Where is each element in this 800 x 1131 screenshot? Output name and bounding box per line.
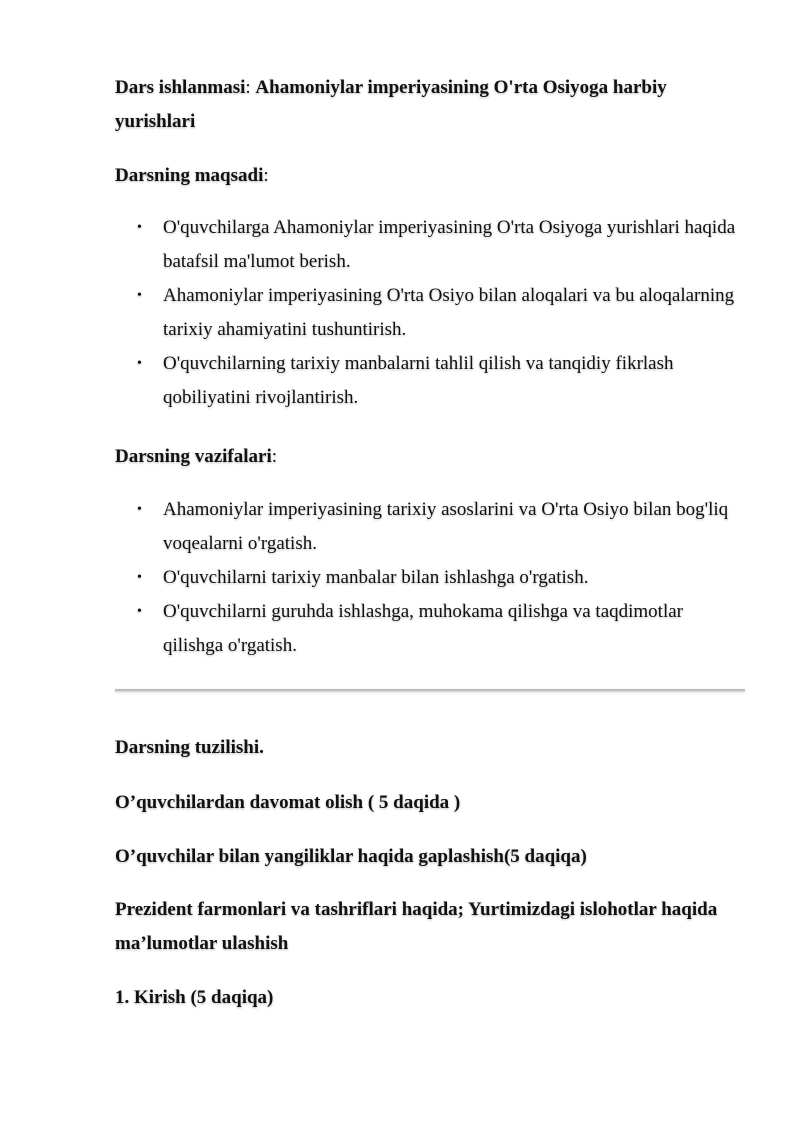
horizontal-divider xyxy=(115,689,745,691)
goals-item-text: O'quvchilarga Ahamoniylar imperiyasining O'rta Osiyoga yurishlari haqida batafsil ma'lumot berish. xyxy=(163,217,736,272)
attendance-line: O’quvchilardan davomat olish ( 5 daqida ) xyxy=(115,792,461,813)
bullet-icon: • xyxy=(137,502,142,517)
structure-heading: Darsning tuzilishi. xyxy=(115,737,264,758)
bullet-icon: • xyxy=(137,604,142,619)
goals-list-item xyxy=(115,211,745,279)
tasks-list-item xyxy=(115,561,745,595)
lesson-title-separator: : xyxy=(245,77,256,98)
tasks-item-text: O'quvchilarni guruhda ishlashga, muhokama qilishga va taqdimotlar qilishga o'rgatish. xyxy=(163,601,684,656)
tasks-list-item xyxy=(115,595,745,663)
bullet-icon: • xyxy=(137,356,142,371)
goals-list-item xyxy=(115,347,745,415)
goals-heading-text: Darsning maqsadi xyxy=(115,165,264,186)
goals-heading-colon: : xyxy=(263,165,269,186)
tasks-heading xyxy=(115,440,745,474)
goals-list-item xyxy=(115,279,745,347)
bullet-icon: • xyxy=(137,288,142,303)
bullet-icon: • xyxy=(137,220,142,235)
president-line: Prezident farmonlari va tashriflari haqida; Yurtimizdagi islohotlar haqida ma’lumotlar ulashish xyxy=(115,899,718,954)
lesson-title xyxy=(115,71,745,139)
goals-heading xyxy=(115,159,745,193)
bullet-icon: • xyxy=(137,570,142,585)
tasks-list xyxy=(115,493,745,663)
tasks-list-item xyxy=(115,493,745,561)
tasks-heading-text: Darsning vazifalari xyxy=(115,446,272,467)
tasks-heading-colon: : xyxy=(271,446,278,467)
news-line: O’quvchilar bilan yangiliklar haqida gaplashish(5 daqiqa) xyxy=(115,846,587,867)
goals-list xyxy=(115,211,745,415)
lesson-title-label: Dars ishlanmasi xyxy=(115,77,246,98)
lesson-title-text: Ahamoniylar imperiyasining O'rta Osiyoga harbiy yurishlari xyxy=(115,77,667,132)
intro-line: 1. Kirish (5 daqiqa) xyxy=(115,987,274,1008)
goals-item-text: O'quvchilarning tarixiy manbalarni tahlil qilish va tanqidiy fikrlash qobiliyatini rivojlantirish. xyxy=(163,353,674,408)
goals-item-text: Ahamoniylar imperiyasining O'rta Osiyo bilan aloqalari va bu aloqalarning tarixiy ahamiyatini tushuntirish. xyxy=(163,285,735,340)
tasks-item-text: O'quvchilarni tarixiy manbalar bilan ishlashga o'rgatish. xyxy=(163,567,589,588)
tasks-item-text: Ahamoniylar imperiyasining tarixiy asoslarini va O'rta Osiyo bilan bog'liq voqealarni o'rgatish. xyxy=(163,499,729,554)
